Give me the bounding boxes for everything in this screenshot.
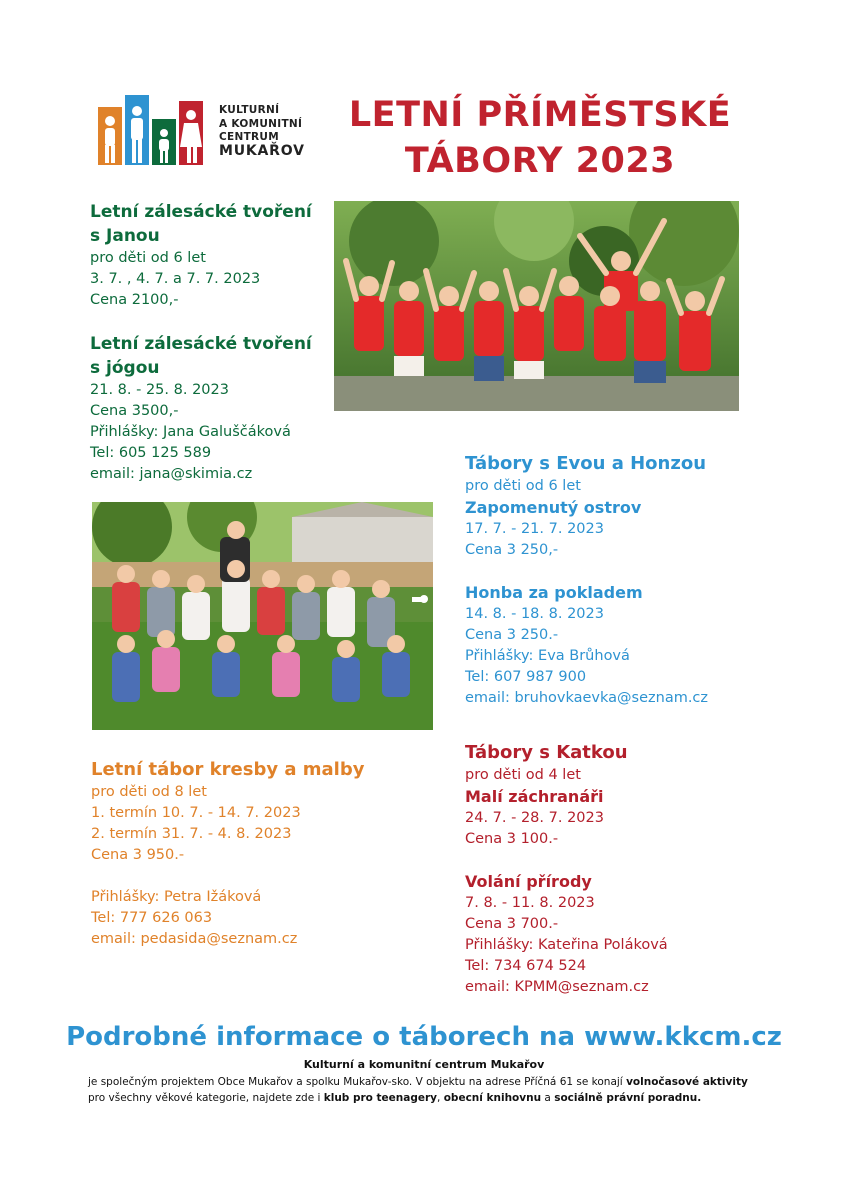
camp-art-tel: Tel: 777 626 063	[91, 910, 213, 926]
camp-jogou-heading1: Letní zálesácké tvoření	[90, 334, 312, 354]
camp-art-term1: 1. termín 10. 7. - 14. 7. 2023	[91, 805, 301, 821]
camp-janou	[90, 200, 330, 311]
camp-eva-email[interactable]: email: bruhovkaevka@seznam.cz	[465, 690, 709, 706]
camp-art-email[interactable]: email: pedasida@seznam.cz	[91, 931, 298, 947]
footer-desc-e: ,	[437, 1092, 444, 1104]
group-photo-grass	[92, 502, 433, 730]
footer-desc-a: je společným projektem Obce Mukařov a spolku Mukařov-sko. V objektu na adrese Příčná 61 se konají	[88, 1076, 627, 1088]
camp-katka-price1: Cena 3 100.-	[465, 831, 559, 847]
logo-text	[219, 104, 305, 158]
logo-line1: KULTURNÍ	[219, 104, 280, 116]
camp-eva-dates2: 14. 8. - 18. 8. 2023	[465, 606, 604, 622]
page-title	[330, 92, 750, 184]
camp-katka-email[interactable]: email: KPMM@seznam.cz	[465, 979, 649, 995]
camp-janou-age: pro děti od 6 let	[90, 250, 206, 266]
camp-art-price: Cena 3 950.-	[91, 847, 185, 863]
camp-jogou-price: Cena 3500,-	[90, 403, 179, 419]
camp-katka-dates1: 24. 7. - 28. 7. 2023	[465, 810, 604, 826]
camp-eva-name2: Honba za pokladem	[465, 583, 643, 602]
camp-art-term2: 2. termín 31. 7. - 4. 8. 2023	[91, 826, 292, 842]
camp-jogou-dates: 21. 8. - 25. 8. 2023	[90, 382, 229, 398]
camp-janou-price: Cena 2100,-	[90, 292, 179, 308]
camp-janou-heading2: s Janou	[90, 226, 160, 246]
camp-katka-name1: Malí záchranáři	[465, 787, 604, 806]
camp-eva-name1: Zapomenutý ostrov	[465, 498, 642, 517]
title-line2: TÁBORY 2023	[404, 141, 676, 181]
camp-jogou	[90, 332, 330, 485]
footer-desc-h: sociálně právní poradnu.	[554, 1092, 702, 1104]
camp-art-heading: Letní tábor kresby a malby	[91, 759, 365, 780]
camp-katka-signup: Přihlášky: Kateřina Poláková	[465, 937, 668, 953]
footer-desc-b: volnočasové aktivity	[626, 1076, 748, 1088]
camp-jogou-signup: Přihlášky: Jana Galuščáková	[90, 424, 291, 440]
camp-katka-heading: Tábory s Katkou	[465, 742, 628, 763]
camp-janou-heading1: Letní zálesácké tvoření	[90, 202, 312, 222]
camp-art	[91, 758, 421, 950]
logo-figures-icon	[98, 95, 206, 167]
footer-website-link[interactable]: Podrobné informace o táborech na www.kkcm.cz	[66, 1022, 782, 1052]
footer-org-name: Kulturní a komunitní centrum Mukařov	[303, 1058, 545, 1071]
camp-katka-age: pro děti od 4 let	[465, 767, 581, 783]
group-photo-red-shirts	[334, 201, 739, 411]
footer-description	[88, 1074, 768, 1106]
footer-desc-d: klub pro teenagery	[323, 1092, 438, 1104]
camp-eva	[465, 452, 795, 709]
camp-jogou-heading2: s jógou	[90, 358, 160, 378]
camp-katka	[465, 741, 795, 998]
camp-eva-signup: Přihlášky: Eva Brůhová	[465, 648, 630, 664]
footer-desc-f: obecní knihovnu	[443, 1092, 542, 1104]
title-line1: LETNÍ PŘÍMĚSTSKÉ	[348, 95, 732, 135]
footer-desc-c: pro všechny věkové kategorie, najdete zde i	[88, 1092, 324, 1104]
camp-janou-dates: 3. 7. , 4. 7. a 7. 7. 2023	[90, 271, 261, 287]
camp-eva-heading: Tábory s Evou a Honzou	[465, 453, 707, 474]
camp-katka-tel: Tel: 734 674 524	[465, 958, 587, 974]
camp-jogou-email[interactable]: email: jana@skimia.cz	[90, 466, 253, 482]
logo-line4: MUKAŘOV	[219, 142, 305, 159]
camp-art-age: pro děti od 8 let	[91, 784, 207, 800]
logo-line2: A KOMUNITNÍ	[219, 117, 303, 130]
camp-eva-dates1: 17. 7. - 21. 7. 2023	[465, 521, 604, 537]
camp-katka-price2: Cena 3 700.-	[465, 916, 559, 932]
camp-eva-price1: Cena 3 250,-	[465, 542, 559, 558]
camp-jogou-tel: Tel: 605 125 589	[90, 445, 212, 461]
camp-katka-dates2: 7. 8. - 11. 8. 2023	[465, 895, 595, 911]
camp-eva-tel: Tel: 607 987 900	[465, 669, 587, 685]
camp-eva-price2: Cena 3 250.-	[465, 627, 559, 643]
camp-art-signup: Přihlášky: Petra Ižáková	[91, 889, 262, 905]
camp-katka-name2: Volání přírody	[465, 872, 592, 891]
camp-eva-age: pro děti od 6 let	[465, 478, 581, 494]
footer-desc-g: a	[541, 1092, 555, 1104]
logo-line3: CENTRUM	[219, 131, 279, 143]
